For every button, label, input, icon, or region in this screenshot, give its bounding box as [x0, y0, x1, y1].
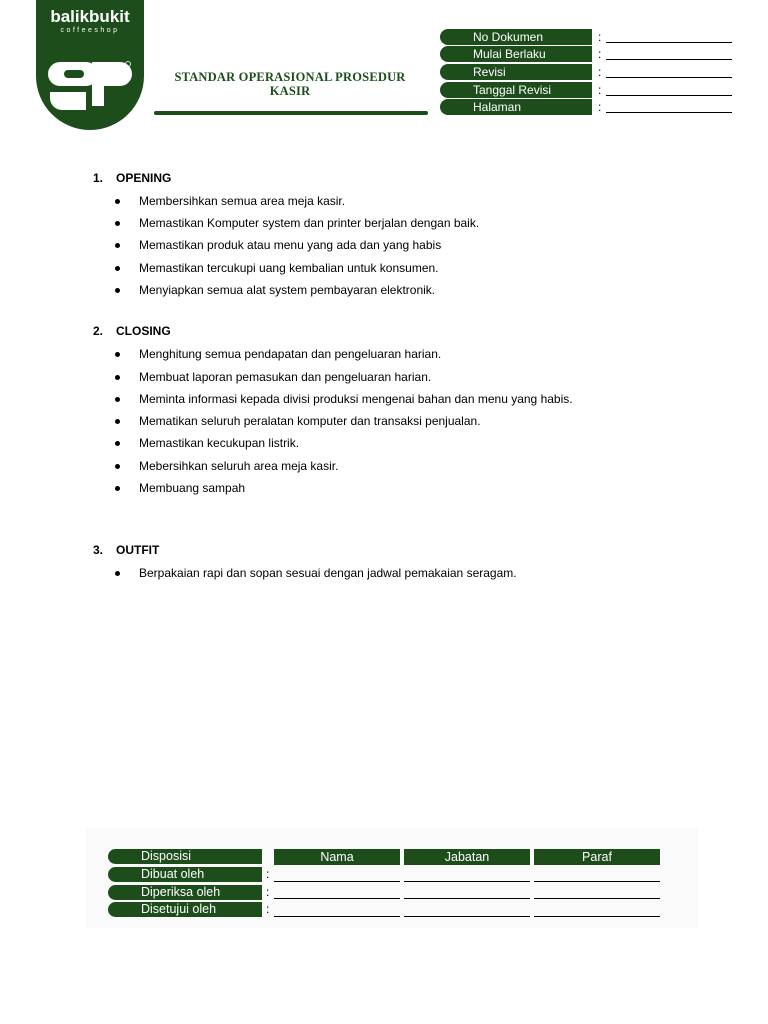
- list-item: Mematikan seluruh peralatan komputer dan transaksi penjualan.: [139, 414, 481, 428]
- meta-colon: :: [598, 47, 602, 61]
- brand-tagline: coffeeshop: [60, 27, 120, 34]
- meta-row-halaman: [440, 99, 740, 115]
- title-divider: [154, 111, 428, 115]
- signature-line: [404, 916, 530, 917]
- list-item: Meminta informasi kepada divisi produksi mengenai bahan dan menu yang habis.: [139, 392, 573, 406]
- meta-row-tanggal-revisi: [440, 82, 740, 98]
- meta-row-revisi: [440, 64, 740, 80]
- list-item: Menyiapkan semua alat system pembayaran elektronik.: [139, 283, 436, 297]
- list-item: Berpakaian rapi dan sopan sesuai dengan jadwal pemakaian seragam.: [139, 566, 517, 580]
- section-title-outfit: [93, 543, 159, 557]
- meta-row-no-dokumen: [440, 29, 740, 45]
- brand-name: balikbukit: [50, 7, 130, 26]
- signature-line: [404, 881, 530, 882]
- meta-value-line: [606, 42, 732, 43]
- list-item: Memastikan kecukupan listrik.: [139, 436, 300, 450]
- section-heading: OUTFIT: [116, 543, 160, 557]
- list-item: Memastikan Komputer system dan printer berjalan dengan baik.: [139, 216, 480, 230]
- meta-label: Mulai Berlaku: [440, 46, 592, 62]
- signature-line: [274, 881, 400, 882]
- list-item: Menghitung semua pendapatan dan pengeluaran harian.: [139, 347, 442, 361]
- footer-label-dibuat: Dibuat oleh: [108, 867, 262, 882]
- footer-label-diperiksa: Diperiksa oleh: [108, 885, 262, 900]
- meta-colon: :: [598, 83, 602, 97]
- list-item: Memastikan produk atau menu yang ada dan yang habis: [139, 238, 442, 252]
- meta-value-line: [606, 95, 732, 96]
- footer-colon: :: [266, 885, 270, 899]
- column-header-paraf: Paraf: [534, 849, 660, 865]
- section-heading: CLOSING: [116, 324, 171, 338]
- footer-colon: :: [266, 867, 270, 881]
- footer-label-disetujui: Disetujui oleh: [108, 902, 262, 917]
- list-item: Membuang sampah: [139, 481, 246, 495]
- meta-value-line: [606, 112, 732, 113]
- signature-line: [274, 916, 400, 917]
- signature-line: [534, 916, 660, 917]
- list-item: Membersihkan semua area meja kasir.: [139, 194, 346, 208]
- section-title-opening: [93, 171, 171, 185]
- section-heading: OPENING: [116, 171, 172, 185]
- meta-label: No Dokumen: [440, 29, 592, 45]
- title-line-2: KASIR: [269, 84, 311, 98]
- meta-label: Halaman: [440, 99, 592, 115]
- signature-line: [534, 881, 660, 882]
- section-number: 1.: [93, 171, 104, 185]
- list-item: Membuat laporan pemasukan dan pengeluaran harian.: [139, 370, 432, 384]
- meta-value-line: [606, 59, 732, 60]
- column-header-nama: Nama: [274, 849, 400, 865]
- footer-label-disposisi: Disposisi: [108, 849, 262, 864]
- section-number: 3.: [93, 543, 104, 557]
- column-header-jabatan: Jabatan: [404, 849, 530, 865]
- document-title: [160, 70, 420, 98]
- meta-row-mulai-berlaku: [440, 46, 740, 62]
- meta-colon: :: [598, 30, 602, 44]
- section-number: 2.: [93, 324, 104, 338]
- section-title-closing: [93, 324, 171, 338]
- list-item: Mebersihkan seluruh area meja kasir.: [139, 459, 339, 473]
- signature-line: [534, 898, 660, 899]
- meta-colon: :: [598, 100, 602, 114]
- list-item: Memastikan tercukupi uang kembalian untuk konsumen.: [139, 261, 439, 275]
- meta-colon: :: [598, 65, 602, 79]
- signature-line: [404, 898, 530, 899]
- brand-logo: [36, 0, 144, 130]
- meta-label: Revisi: [440, 64, 592, 80]
- title-line-1: STANDAR OPERASIONAL PROSEDUR: [174, 70, 406, 84]
- footer-colon: :: [266, 902, 270, 916]
- signature-line: [274, 898, 400, 899]
- meta-value-line: [606, 77, 732, 78]
- meta-label: Tanggal Revisi: [440, 82, 592, 98]
